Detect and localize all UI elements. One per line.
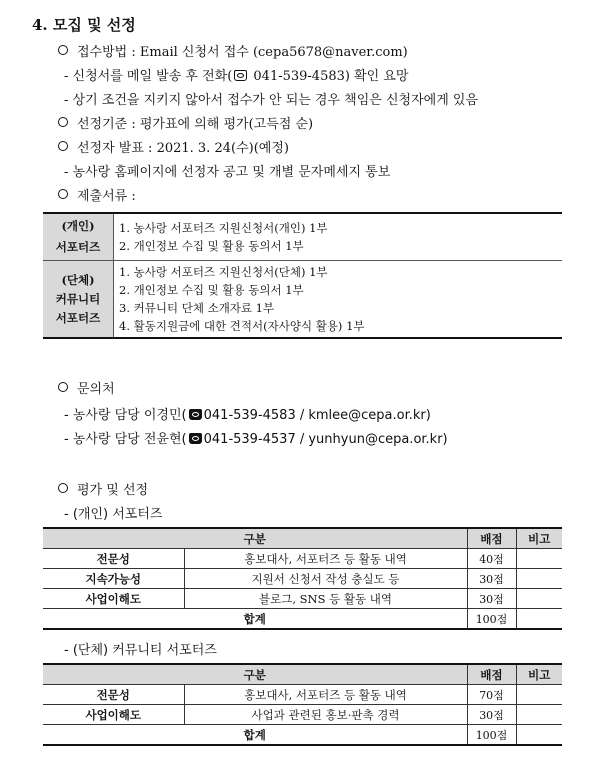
criteria-line <box>58 113 313 132</box>
detail-cell: 블로그, SNS 등 활동 내역 <box>184 589 467 609</box>
criterion-cell: 전문성 <box>43 549 184 569</box>
table-row <box>43 705 562 725</box>
docs-item: 1. 농사랑 서포터즈 지원신청서(개인) 1부 <box>119 221 328 235</box>
announce-line <box>58 137 289 156</box>
points-cell: 40점 <box>467 549 516 569</box>
docs-items-group <box>114 261 563 339</box>
table-row <box>43 685 562 705</box>
header-score: 배점 <box>467 528 516 549</box>
total-points: 100점 <box>467 609 516 630</box>
score-header-row <box>43 664 562 685</box>
phone-icon <box>189 433 202 444</box>
total-points: 100점 <box>467 725 516 746</box>
docs-item: 4. 활동지원금에 대한 견적서(자사양식 활용) 1부 <box>119 319 365 333</box>
docs-label-line: 서포터즈 <box>55 310 101 325</box>
docs-title-line <box>58 185 136 204</box>
detail-cell: 홍보대사, 서포터즈 등 활동 내역 <box>184 549 467 569</box>
docs-label-line: (개인) <box>61 219 95 233</box>
note-cell <box>516 589 562 609</box>
submission-docs-table <box>43 212 562 339</box>
points-cell: 30점 <box>467 589 516 609</box>
docs-label-line: (단체) <box>61 272 95 287</box>
announce-text: 선정자 발표 : 2021. 3. 24(수)(예정) <box>77 141 289 156</box>
docs-item: 2. 개인정보 수집 및 활용 동의서 1부 <box>119 239 304 253</box>
bullet-circle-icon <box>58 483 68 493</box>
total-label: 합계 <box>43 725 467 746</box>
contact-line-1-pre: - 농사랑 담당 이경민( <box>64 408 187 423</box>
total-row <box>43 609 562 630</box>
docs-items-individual <box>114 213 563 261</box>
points-cell: 30점 <box>467 569 516 589</box>
docs-title-text: 제출서류 : <box>77 189 136 204</box>
method-note-2: - 상기 조건을 지키지 않아서 접수가 안 되는 경우 책임은 신청자에게 있음 <box>64 93 479 108</box>
contact-line-2-post: 041-539-4537 / yunhyun@cepa.or.kr) <box>203 432 448 447</box>
note-cell <box>516 609 562 630</box>
score-header-row <box>43 528 562 549</box>
individual-title: - (개인) 서포터즈 <box>64 507 163 522</box>
table-row <box>43 569 562 589</box>
evaluation-title-line <box>58 479 148 498</box>
note-cell <box>516 549 562 569</box>
header-score: 배점 <box>467 664 516 685</box>
method-line <box>58 41 408 60</box>
docs-label-line: 커뮤니티 <box>55 291 101 306</box>
method-note-1-pre: - 신청서를 메일 발송 후 전화( <box>64 69 233 84</box>
docs-label-line: 서포터즈 <box>55 240 101 254</box>
table-row <box>43 549 562 569</box>
detail-cell: 홍보대사, 서포터즈 등 활동 내역 <box>184 685 467 705</box>
contact-line-2-pre: - 농사랑 담당 전윤현( <box>64 432 187 447</box>
docs-row-individual <box>43 213 562 261</box>
header-note: 비고 <box>516 528 562 549</box>
docs-label-group <box>43 261 114 339</box>
method-text: 접수방법 : Email 신청서 접수 (cepa5678@naver.com) <box>77 45 408 60</box>
table-row <box>43 589 562 609</box>
docs-item: 2. 개인정보 수집 및 활용 동의서 1부 <box>119 283 304 297</box>
criterion-cell: 사업이해도 <box>43 705 184 725</box>
docs-item: 1. 농사랑 서포터즈 지원신청서(단체) 1부 <box>119 265 328 279</box>
docs-label-individual <box>43 213 114 261</box>
bullet-circle-icon <box>58 45 68 55</box>
bullet-circle-icon <box>58 117 68 127</box>
evaluation-title: 평가 및 선정 <box>77 483 149 498</box>
contact-title-line <box>58 378 115 397</box>
contact-line-1-post: 041-539-4583 / kmlee@cepa.or.kr) <box>203 408 431 423</box>
note-cell <box>516 725 562 746</box>
detail-cell: 지원서 신청서 작성 충실도 등 <box>184 569 467 589</box>
contact-line-1 <box>64 404 431 423</box>
docs-item: 3. 커뮤니티 단체 소개자료 1부 <box>119 301 275 315</box>
criterion-cell: 지속가능성 <box>43 569 184 589</box>
note-cell <box>516 569 562 589</box>
bullet-circle-icon <box>58 141 68 151</box>
bullet-circle-icon <box>58 189 68 199</box>
points-cell: 70점 <box>467 685 516 705</box>
criterion-cell: 전문성 <box>43 685 184 705</box>
phone-icon <box>234 70 247 81</box>
group-score-table <box>43 663 562 746</box>
docs-row-group <box>43 261 562 339</box>
points-cell: 30점 <box>467 705 516 725</box>
contact-title: 문의처 <box>77 382 115 397</box>
header-note: 비고 <box>516 664 562 685</box>
detail-cell: 사업과 관련된 홍보·판촉 경력 <box>184 705 467 725</box>
header-category: 구분 <box>43 528 467 549</box>
header-category: 구분 <box>43 664 467 685</box>
method-note-1-post: 041-539-4583) 확인 요망 <box>249 69 409 84</box>
note-cell <box>516 705 562 725</box>
group-title: - (단체) 커뮤니티 서포터즈 <box>64 643 217 658</box>
contact-line-2 <box>64 428 448 447</box>
note-cell <box>516 685 562 705</box>
criterion-cell: 사업이해도 <box>43 589 184 609</box>
criteria-text: 선정기준 : 평가표에 의해 평가(고득점 순) <box>77 117 314 132</box>
announce-note: - 농사랑 홈페이지에 선정자 공고 및 개별 문자메세지 통보 <box>64 165 391 180</box>
individual-score-table <box>43 527 562 630</box>
bullet-circle-icon <box>58 382 68 392</box>
method-note-1 <box>64 65 408 84</box>
total-row <box>43 725 562 746</box>
total-label: 합계 <box>43 609 467 630</box>
phone-icon <box>189 409 202 420</box>
section-title: 4. 모집 및 선정 <box>32 16 136 34</box>
